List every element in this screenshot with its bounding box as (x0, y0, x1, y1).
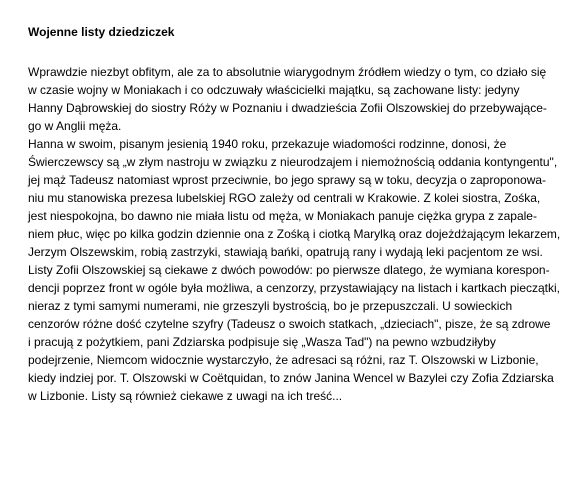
article-line: cenzorów różne dość czytelne szyfry (Tadeusz o swoich statkach, „dzieciach", pisze, że są zdrowe (28, 317, 551, 331)
article-line: Listy Zofii Olszowskiej są ciekawe z dwóch powodów: po pierwsze dlatego, że wymiana korespon- (28, 263, 550, 277)
article-line: i pracują z pożytkiem, pani Zdziarska podpisuje się „Wasza Tad") na pewno wzbudziłyby (28, 335, 496, 349)
article-line: jest niespokojna, bo dawno nie miała listu od męża, w Moniakach panuje ciężka grypa z zapale- (28, 209, 537, 223)
article-title: Wojenne listy dziedziczek (28, 25, 175, 39)
article-line: nieraz z tymi samymi numerami, nie grzeszyli bystrością, bo je przepuszczali. U sowieckich (28, 299, 513, 313)
article-line: Hanny Dąbrowskiej do siostry Róży w Poznaniu i dwadzieścia Zofii Olszowskiej do przebywające- (28, 101, 547, 115)
article-line: w czasie wojny w Moniakach i co odczuwały właścicielki majątku, są zachowane listy: jedyny (28, 83, 520, 97)
article-line: go w Anglii męża. (28, 119, 122, 133)
article-line: niem płuc, więc po kilka godzin dziennie ona z Zośką i ciotką Marylką oraz dojeżdżającym lekarzem, (28, 227, 561, 241)
article-body (28, 63, 573, 405)
article-line: Świerczewscy są „w złym nastroju w związku z nieurodzajem i niemożnością oddania kontyngentu", (28, 155, 558, 169)
article-line: niu mu stanowiska prezesa lubelskiej RGO zależy od centrali w Krakowie. Z kolei siostra, Zośka, (28, 191, 541, 205)
article-line: Hanna w swoim, pisanym jesienią 1940 roku, przekazuje wiadomości rodzinne, donosi, że (28, 137, 507, 151)
article-line: jej mąż Tadeusz natomiast wprost przeciwnie, bo jego sprawy są w toku, decyzja o zaproponowa- (28, 173, 547, 187)
article-line: Jerzym Olszewskim, robią zastrzyki, stawiają bańki, opatrują rany i wydają leki pacjentom ze wsi. (28, 245, 543, 259)
article-line: w Lizbonie. Listy są również ciekawe z uwagi na ich treść... (28, 389, 343, 403)
article-line: podejrzenie, Niemcom widocznie wystarczyło, że adresaci są różni, raz T. Olszowski w Lizbonie, (28, 353, 539, 367)
article-line: Wprawdzie niezbyt obfitym, ale za to absolutnie wiarygodnym źródłem wiedzy o tym, co działo się (28, 65, 547, 79)
article-line: dencji poprzez front w ogóle była możliwa, a cenzorzy, przystawiający na listach i kartkach pieczątki, (28, 281, 561, 295)
article-line: kiedy indziej por. T. Olszowski w Coëtquidan, to znów Janina Wencel w Bazylei czy Zofia Zdziarska (28, 371, 554, 385)
